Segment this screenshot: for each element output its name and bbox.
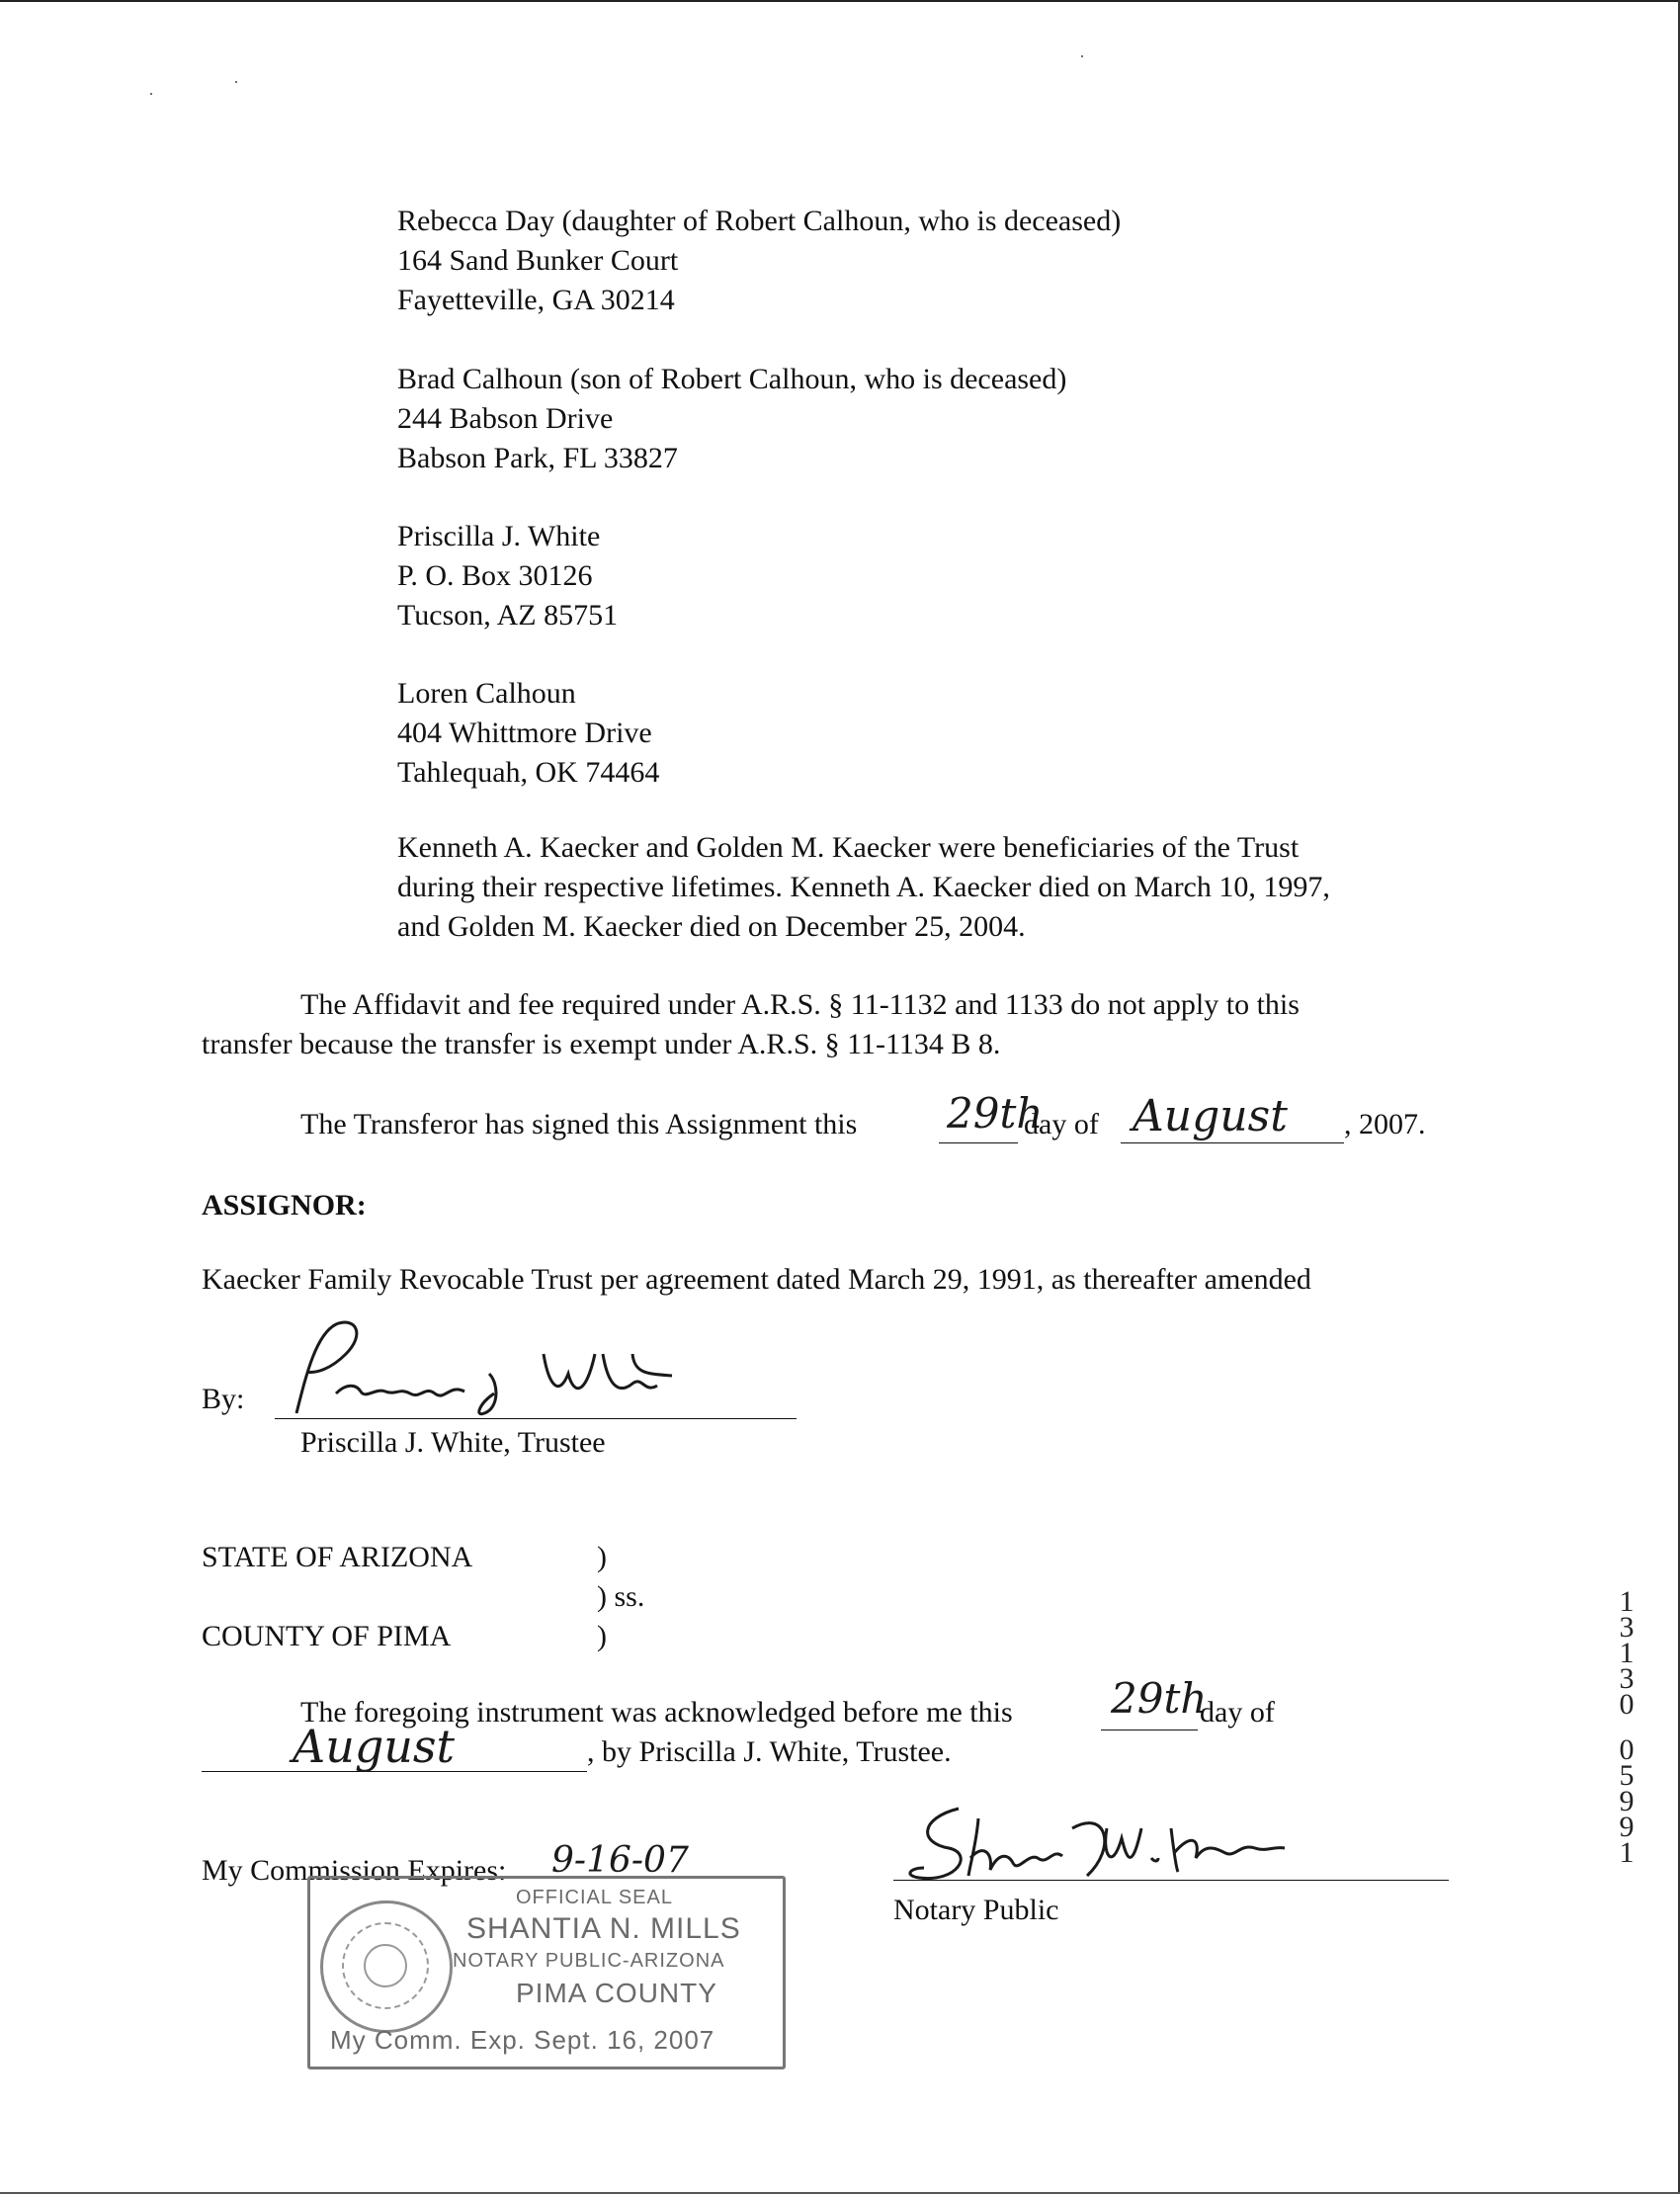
signing-day-blank (939, 1142, 1018, 1143)
scan-speck (235, 81, 237, 83)
venue-paren: ) (597, 1541, 607, 1573)
signing-day-handwritten: 29th (947, 1089, 1044, 1138)
seal-line: OFFICIAL SEAL (516, 1887, 673, 1908)
notary-caption: Notary Public (893, 1894, 1059, 1926)
signing-prefix: The Transferor has signed this Assignment this (300, 1108, 858, 1140)
recipient-street: P. O. Box 30126 (397, 559, 593, 592)
by-label: By: (202, 1383, 245, 1415)
notary-signature (899, 1799, 1334, 1888)
state-seal-center (364, 1944, 407, 1987)
affidavit-line: transfer because the transfer is exempt under A.R.S. § 11-1134 B 8. (202, 1028, 1001, 1060)
scan-speck (1081, 55, 1083, 57)
signing-year: , 2007. (1344, 1108, 1426, 1140)
beneficiaries-paragraph (397, 828, 1330, 947)
assignor-signature (277, 1314, 702, 1423)
recipient-address-block (397, 202, 1121, 320)
acknowledgment-month-handwritten: August (293, 1720, 456, 1773)
recipient-city: Babson Park, FL 33827 (397, 442, 678, 474)
recipient-name: Loren Calhoun (397, 677, 576, 710)
recipient-name: Rebecca Day (daughter of Robert Calhoun, who is deceased) (397, 205, 1122, 237)
acknowledgment-prefix: The foregoing instrument was acknowledged before me this (300, 1696, 1013, 1729)
assignor-heading: ASSIGNOR: (202, 1189, 367, 1222)
affidavit-line: The Affidavit and fee required under A.R.S. § 11-1132 and 1133 do not apply to this (300, 988, 1300, 1021)
recipient-city: Tahlequah, OK 74464 (397, 756, 660, 789)
recipient-address-block (397, 674, 659, 793)
paragraph-line: and Golden M. Kaecker died on December 25, 2004. (397, 910, 1026, 943)
signing-month-handwritten: August (1133, 1091, 1288, 1141)
recipient-name: Priscilla J. White (397, 520, 601, 552)
scan-top-edge (0, 0, 1680, 2)
recording-number: 1 3 1 3 0 0 5 9 9 1 (1619, 1585, 1635, 1869)
venue-state: STATE OF ARIZONA (202, 1541, 473, 1573)
commission-handwritten: 9-16-07 (551, 1840, 689, 1881)
signing-month-blank (1121, 1142, 1344, 1143)
seal-line: PIMA COUNTY (516, 1978, 717, 2008)
seal-line: NOTARY PUBLIC-ARIZONA (453, 1950, 725, 1972)
recipient-address-block (397, 517, 618, 635)
recipient-street: 404 Whittmore Drive (397, 717, 652, 749)
assignor-signer-caption: Priscilla J. White, Trustee (300, 1426, 606, 1459)
recipient-street: 244 Babson Drive (397, 402, 614, 435)
recipient-street: 164 Sand Bunker Court (397, 244, 679, 277)
seal-line: My Comm. Exp. Sept. 16, 2007 (330, 2025, 715, 2055)
venue-county: COUNTY OF PIMA (202, 1620, 452, 1652)
recipient-city: Fayetteville, GA 30214 (397, 284, 675, 316)
paragraph-line: Kenneth A. Kaecker and Golden M. Kaecker were beneficiaries of the Trust (397, 831, 1300, 864)
venue-ss: ) ss. (597, 1580, 645, 1613)
signing-day-of: day of (1024, 1108, 1099, 1140)
trust-name: Kaecker Family Revocable Trust per agreement dated March 29, 1991, as thereafter amended (202, 1263, 1311, 1296)
acknowledgment-day-handwritten: 29th (1111, 1674, 1208, 1723)
paragraph-line: during their respective lifetimes. Kenneth A. Kaecker died on March 10, 1997, (397, 871, 1330, 903)
venue-paren: ) (597, 1620, 607, 1652)
commission-label: My Commission Expires: (202, 1854, 507, 1887)
notary-seal-stamp (307, 1876, 786, 2069)
seal-line: SHANTIA N. MILLS (466, 1912, 741, 1945)
scan-speck (150, 93, 152, 95)
recipient-name: Brad Calhoun (son of Robert Calhoun, who is deceased) (397, 363, 1067, 395)
recipient-city: Tucson, AZ 85751 (397, 599, 619, 632)
recipient-address-block (397, 360, 1066, 478)
acknowledgment-rest: , by Priscilla J. White, Trustee. (587, 1735, 952, 1768)
acknowledgment-day-of: day of (1200, 1696, 1275, 1729)
